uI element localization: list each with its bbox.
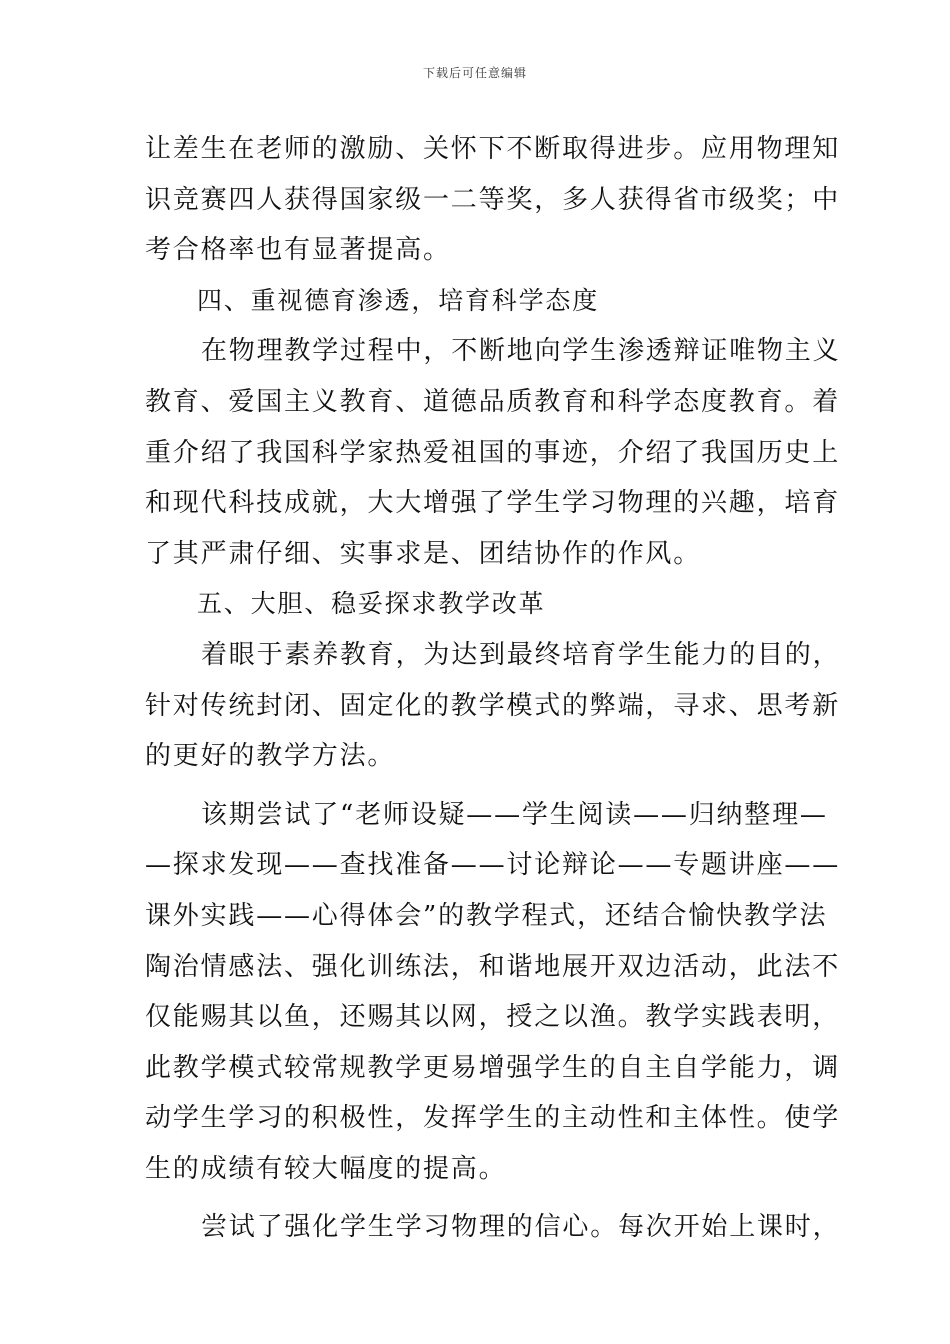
text-line: 着眼于素养教育，为达到最终培育学生能力的目的， <box>201 639 841 670</box>
text-line: —探求发现——查找准备——讨论辩论——专题讲座—— <box>145 850 841 881</box>
text-line: 和现代科技成就，大大增强了学生学习物理的兴趣，培育 <box>145 488 841 519</box>
section-heading <box>145 579 807 630</box>
section-heading <box>145 276 807 327</box>
text-line: 生的成绩有较大幅度的提高。 <box>145 1153 507 1184</box>
paragraph <box>145 124 841 276</box>
text-line: 陶治情感法、强化训练法，和谐地展开双边活动，此法不 <box>145 951 841 982</box>
text-line: 的更好的教学方法。 <box>145 741 396 772</box>
text-line: 针对传统封闭、固定化的教学模式的弊端，寻求、思考新 <box>145 690 841 721</box>
text-line: 教育、爱国主义教育、道德品质教育和科学态度教育。着 <box>145 386 841 417</box>
heading-text: 五、大胆、稳妥探求教学改革 <box>197 589 546 619</box>
paragraph <box>145 326 841 579</box>
text-line: 考合格率也有显著提高。 <box>145 235 451 266</box>
text-line: 重介绍了我国科学家热爱祖国的事迹，介绍了我国历史上 <box>145 437 841 468</box>
text-line: 此教学模式较常规教学更易增强学生的自主自学能力，调 <box>145 1052 841 1083</box>
text-line: 了其严肃仔细、实事求是、团结协作的作风。 <box>145 538 702 569</box>
paragraph-spacer <box>145 782 807 790</box>
text-line: 仅能赐其以鱼，还赐其以网，授之以渔。教学实践表明， <box>145 1002 841 1033</box>
text-line: 尝试了强化学生学习物理的信心。每次开始上课时， <box>201 1212 841 1243</box>
document-body <box>145 124 841 1253</box>
text-line: 让差生在老师的激励、关怀下不断取得进步。应用物理知 <box>145 134 841 164</box>
paragraph <box>145 630 841 782</box>
paragraph-spacer <box>145 1194 807 1202</box>
paragraph <box>145 790 841 1195</box>
heading-text: 四、重视德育渗透，培育科学态度 <box>197 285 600 315</box>
text-line: 该期尝试了“老师设疑——学生阅读——归纳整理— <box>201 799 828 830</box>
page-header: 下载后可任意编辑 <box>422 66 527 80</box>
text-line: 课外实践——心得体会”的教学程式，还结合愉快教学法 <box>145 900 828 931</box>
text-line: 动学生学习的积极性，发挥学生的主动性和主体性。使学 <box>145 1103 841 1134</box>
text-line: 在物理教学过程中，不断地向学生渗透辩证唯物主义 <box>201 336 841 367</box>
paragraph <box>145 1202 841 1253</box>
text-line: 识竞赛四人获得国家级一二等奖，多人获得省市级奖；中 <box>145 184 841 215</box>
